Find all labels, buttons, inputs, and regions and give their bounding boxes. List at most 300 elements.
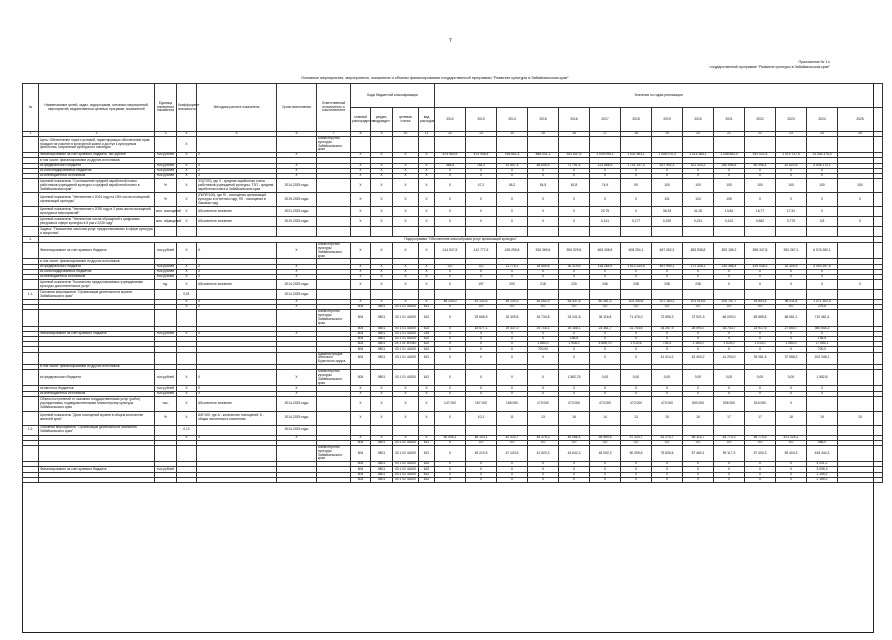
row-method	[197, 446, 277, 462]
row-name: из внебюджетных источников	[39, 173, 155, 178]
row-value: X	[371, 280, 393, 290]
row-value: X	[652, 391, 683, 396]
column-number: 11	[419, 132, 435, 137]
row-value: X	[621, 462, 652, 467]
row-value: 03 1 02 44200	[393, 477, 419, 482]
row-value	[351, 425, 371, 435]
row-method: Абсолютное значение	[197, 207, 277, 217]
row-unit: тыс.рублей	[155, 391, 177, 396]
row-value: 0801	[371, 326, 393, 331]
row-unit: тыс.рублей	[155, 168, 177, 173]
row-value: 612	[419, 310, 435, 326]
row-name: Целевой показатель "Увеличение к 2024 году на 15% числа посещений организаций культуры"	[39, 193, 155, 207]
row-value: 804	[351, 446, 371, 462]
table-row	[23, 137, 883, 153]
row-value: 36,33	[652, 207, 683, 217]
row-value: X	[466, 472, 497, 477]
row-value	[497, 227, 528, 237]
row-value: X	[435, 386, 466, 391]
row-value: X	[683, 386, 714, 391]
row-value	[807, 290, 838, 300]
row-value: X	[559, 217, 590, 227]
row-name: из местных бюджетов	[39, 386, 155, 391]
row-value: X	[435, 352, 466, 364]
row-value: X	[745, 173, 776, 178]
row-method	[197, 310, 277, 326]
row-value: 1 025,0	[714, 342, 745, 347]
row-value: 14 046 375,4	[807, 153, 838, 158]
row-value: 3 053 397,5	[807, 264, 838, 269]
row-unit: млн. обращений	[155, 217, 177, 227]
row-method	[197, 227, 277, 237]
row-value: 0,0	[466, 264, 497, 269]
row-value: X	[714, 274, 745, 279]
row-name: из консолидированных бюджетов	[39, 269, 155, 274]
row-value: X	[371, 386, 393, 391]
row-value	[371, 425, 393, 435]
row-value: 13,84	[714, 207, 745, 217]
row-value: 200	[497, 280, 528, 290]
row-value: 0801	[371, 305, 393, 310]
row-value: X	[419, 435, 435, 440]
row-name: Финансирование за счет краевого бюджета	[39, 331, 155, 336]
row-value	[714, 137, 745, 153]
row-period: X	[277, 269, 317, 274]
row-responsible: Министерство культуры Забайкальского края	[317, 243, 351, 259]
row-value: X	[621, 193, 652, 207]
row-value: 34 267,9	[652, 326, 683, 331]
row-value: X	[419, 207, 435, 217]
header-kbk-col: вид расходов	[419, 108, 435, 132]
row-value: X	[393, 153, 419, 158]
row-value: X	[559, 274, 590, 279]
row-coef: X	[177, 217, 197, 227]
row-value	[393, 425, 419, 435]
row-value: 41 014,2	[652, 352, 683, 364]
row-name: Целевой показатель "Увеличение числа обращений к цифровым ресурсам в сфере культуры в 5 раз к 2030 году"	[39, 217, 155, 227]
row-value: X	[776, 477, 807, 482]
row-value: 0,0	[683, 305, 714, 310]
row-value: 100	[714, 179, 745, 193]
row-number	[23, 477, 39, 482]
row-value: 872 225,1	[776, 435, 807, 440]
row-value	[466, 425, 497, 435]
row-value: 515 000	[745, 396, 776, 411]
row-value: 0,0	[435, 264, 466, 269]
row-value: X	[559, 207, 590, 217]
row-value: 622	[419, 342, 435, 347]
row-value: 65 770,5	[745, 435, 776, 440]
row-value: 72 895,3	[652, 310, 683, 326]
row-value: 0,0	[652, 440, 683, 445]
row-value: X	[435, 305, 466, 310]
row-number	[23, 243, 39, 259]
row-method	[197, 352, 277, 364]
row-value: X	[497, 269, 528, 274]
row-value: X	[435, 342, 466, 347]
row-value: X	[559, 391, 590, 396]
row-value: X	[435, 337, 466, 342]
column-number: 2	[39, 132, 155, 137]
row-number: 1.	[23, 237, 39, 243]
row-value: 1 019 737,5	[776, 153, 807, 158]
row-value: 473 000	[621, 396, 652, 411]
row-value: 276,8	[807, 305, 838, 310]
row-value: 0,00	[590, 370, 621, 386]
row-value: X	[683, 337, 714, 342]
row-value: X	[466, 217, 497, 227]
row-unit: %	[155, 179, 177, 193]
row-value: 804	[351, 477, 371, 482]
row-value: X	[466, 207, 497, 217]
header-name: Наименование целей, задач, подпрограмм, основных мероприятий, мероприятий, ведомственных целевых программ, показателей	[39, 84, 155, 132]
row-value: 50 095,1	[435, 435, 466, 440]
row-value: 57 400,3	[745, 446, 776, 462]
column-number: 8	[351, 132, 371, 137]
row-value: X	[497, 342, 528, 347]
row-value	[807, 227, 838, 237]
row-value: 57 460,1	[683, 446, 714, 462]
row-method: X	[197, 435, 277, 440]
row-value: 60 096,4	[745, 163, 776, 168]
row-value: X	[621, 173, 652, 178]
row-value: X	[528, 269, 559, 274]
row-value: X	[435, 193, 466, 207]
row-unit: тыс.рублей	[155, 153, 177, 158]
row-value: X	[497, 193, 528, 207]
row-value: X	[435, 370, 466, 386]
row-value	[838, 370, 883, 386]
row-coef: 0,12	[177, 425, 197, 435]
row-value: 103 190,6	[621, 300, 652, 305]
row-number	[23, 193, 39, 207]
row-value: 30 319,8	[559, 264, 590, 269]
row-value: X	[714, 386, 745, 391]
row-method: З/З(ТЗП), где З - средняя заработная плата работников учреждений культуры; ТЗП - средняя заработная плата в Забайкальском крае	[197, 179, 277, 193]
row-value: 0,0	[745, 305, 776, 310]
row-value: X	[371, 153, 393, 158]
header-year: 2015	[528, 108, 559, 132]
row-value: 123 866,9	[590, 163, 621, 168]
row-value: 885 041,1	[528, 153, 559, 158]
row-value	[435, 425, 466, 435]
row-value	[776, 290, 807, 300]
row-value: 23 361,7	[590, 326, 621, 331]
row-value	[590, 425, 621, 435]
row-value	[435, 290, 466, 300]
row-value: 1 049 095,1	[590, 153, 621, 158]
row-value: X	[652, 337, 683, 342]
column-number: 19	[652, 132, 683, 137]
row-value: 15	[652, 411, 683, 425]
row-value: 248	[683, 280, 714, 290]
row-value: 65 114,7	[683, 435, 714, 440]
row-value: X	[393, 391, 419, 396]
row-value: X	[435, 168, 466, 173]
row-value: 100	[838, 179, 883, 193]
row-value: X	[435, 331, 466, 336]
row-value: X	[528, 331, 559, 336]
row-method: X	[197, 264, 277, 269]
row-value: 0801	[371, 352, 393, 364]
row-value: X	[590, 337, 621, 342]
column-number: 25	[838, 132, 883, 137]
row-unit: тыс.	[155, 396, 177, 411]
row-value: 360 544,3	[807, 326, 838, 331]
row-value: 6 576 280,1	[807, 243, 838, 259]
row-value: X	[497, 173, 528, 178]
row-value: X	[652, 472, 683, 477]
row-method: А/Б*100, где А - количество посещений; Б - общая численность населения	[197, 411, 277, 425]
row-name	[39, 477, 155, 482]
row-value: X	[466, 370, 497, 386]
row-value: X	[807, 168, 838, 173]
row-value: 248	[652, 280, 683, 290]
row-value	[838, 290, 883, 300]
row-name: Целевой показатель "Количество предоставляемых учреждениями культуры дополнительных услуг"	[39, 280, 155, 290]
row-value: X	[497, 217, 528, 227]
row-value: 1 165,2	[807, 472, 838, 477]
row-value: 41,25	[683, 207, 714, 217]
row-value	[559, 425, 590, 435]
row-value: 101	[652, 193, 683, 207]
annex-line-1: Приложение № 1 к	[798, 60, 830, 64]
row-coef: X	[177, 179, 197, 193]
row-value: X	[621, 472, 652, 477]
row-value: 1 880,0	[528, 342, 559, 347]
row-unit: млн. посещений	[155, 207, 177, 217]
row-value: 0801	[371, 440, 393, 445]
row-unit	[155, 227, 177, 237]
row-value: 473 000	[559, 396, 590, 411]
row-value: X	[351, 391, 371, 396]
row-method	[197, 425, 277, 435]
row-value: X	[419, 274, 435, 279]
row-value: 674 946,5	[466, 153, 497, 158]
row-value: 612	[419, 472, 435, 477]
row-responsible	[317, 280, 351, 290]
row-value: 59 404,3	[776, 446, 807, 462]
row-unit: тыс.рублей	[155, 331, 177, 336]
row-value: X	[497, 347, 528, 352]
row-value: 583 538,8	[683, 243, 714, 259]
row-value: X	[776, 386, 807, 391]
row-value: 107 163,2	[652, 300, 683, 305]
table-row	[23, 446, 883, 462]
row-value: 804	[351, 462, 371, 467]
row-value: X	[497, 207, 528, 217]
row-value: X	[559, 352, 590, 364]
row-value: X	[435, 269, 466, 274]
row-value: 0801	[371, 347, 393, 352]
row-value	[621, 290, 652, 300]
row-coef: X	[177, 168, 197, 173]
row-value: X	[807, 193, 838, 207]
row-value: X	[435, 326, 466, 331]
row-value: X	[652, 467, 683, 472]
row-name: Финансирование за счет краевого бюджета, тыс.рублей	[39, 153, 155, 158]
row-value: X	[776, 168, 807, 173]
row-value: 17	[745, 411, 776, 425]
row-period: 2014-2025 годы	[277, 179, 317, 193]
row-value: X	[466, 173, 497, 178]
row-coef: X	[177, 300, 197, 305]
row-period: 2014-2025 годы	[277, 396, 317, 411]
row-value: X	[371, 435, 393, 440]
row-value: 1 048 683,0	[714, 153, 745, 158]
row-value: X	[807, 331, 838, 336]
row-value	[745, 290, 776, 300]
row-value: 0,562	[745, 217, 776, 227]
column-number: 13	[466, 132, 497, 137]
row-value: 0801	[371, 337, 393, 342]
row-value: 48 092,3	[590, 446, 621, 462]
row-value: X	[559, 331, 590, 336]
row-value	[838, 396, 883, 411]
column-number: 15	[528, 132, 559, 137]
row-value: 700,0	[807, 347, 838, 352]
row-value: X	[714, 462, 745, 467]
row-value: X	[745, 331, 776, 336]
row-number	[23, 227, 39, 237]
row-value: X	[419, 264, 435, 269]
row-period	[277, 310, 317, 326]
row-value: 0,0	[466, 305, 497, 310]
row-value: X	[807, 173, 838, 178]
row-value: X	[466, 352, 497, 364]
row-name	[39, 310, 155, 326]
row-value: 36 116,8	[590, 310, 621, 326]
row-value: 804	[351, 342, 371, 347]
row-value: X	[419, 386, 435, 391]
row-number	[23, 411, 39, 425]
row-coef	[177, 310, 197, 326]
row-method: X	[197, 173, 277, 178]
row-value	[590, 290, 621, 300]
row-value: 03 1 01 44200	[393, 352, 419, 364]
row-value: 34 743,7	[714, 326, 745, 331]
row-coef	[177, 477, 197, 482]
header-year: 2021	[714, 108, 745, 132]
row-value: X	[590, 352, 621, 364]
row-value: 220	[559, 280, 590, 290]
row-value: X	[419, 179, 435, 193]
row-value: 0,0	[497, 440, 528, 445]
row-value: X	[393, 168, 419, 173]
row-value: 29 666,9	[466, 310, 497, 326]
row-value: 248	[621, 280, 652, 290]
row-value: X	[371, 163, 393, 168]
row-value: 168 000	[497, 396, 528, 411]
row-value: X	[419, 193, 435, 207]
row-value: X	[621, 331, 652, 336]
row-value: X	[466, 168, 497, 173]
row-value: 1 014 365,1	[683, 153, 714, 158]
row-value: X	[776, 331, 807, 336]
row-value: X	[497, 472, 528, 477]
header-year: 2023	[776, 108, 807, 132]
row-value: 0801	[371, 370, 393, 386]
row-value: X	[497, 337, 528, 342]
row-responsible	[317, 179, 351, 193]
row-value: 20 188,1	[559, 326, 590, 331]
row-value: X	[714, 477, 745, 482]
row-value	[371, 227, 393, 237]
row-value: X	[393, 173, 419, 178]
row-coef: X	[177, 153, 197, 158]
row-value: 1 064,0	[776, 342, 807, 347]
row-value: 75 830,6	[652, 446, 683, 462]
row-value	[393, 137, 419, 153]
row-value: X	[351, 264, 371, 269]
row-value: X	[435, 467, 466, 472]
row-value: 621	[419, 446, 435, 462]
row-coef: X	[177, 370, 197, 386]
row-value	[528, 290, 559, 300]
row-value: 592 185,2	[714, 243, 745, 259]
row-value: X	[435, 391, 466, 396]
row-value: 804	[351, 352, 371, 364]
row-value: 41 520,3	[528, 446, 559, 462]
row-period: X	[277, 243, 317, 259]
row-value: 03 1 01 44200	[393, 370, 419, 386]
row-value: 32 300,9	[776, 264, 807, 269]
row-period: X	[277, 274, 317, 279]
row-value	[745, 137, 776, 153]
row-value: 20	[838, 411, 883, 425]
row-value: X	[745, 462, 776, 467]
row-value: 42 320,7	[497, 435, 528, 440]
row-value	[497, 137, 528, 153]
row-value	[807, 425, 838, 435]
row-name: Целевой показатель "Увеличение к 2030 году в 2 раза числа посещений культурных мероприятий"	[39, 207, 155, 217]
row-value: 28 093,7	[683, 326, 714, 331]
header-coef: Коэффициент значимости	[177, 84, 197, 132]
row-value	[652, 227, 683, 237]
row-value: 0801	[371, 342, 393, 347]
row-period: X	[277, 370, 317, 386]
row-value: 622	[419, 326, 435, 331]
row-value: 764,3	[466, 163, 497, 168]
row-value: X	[776, 173, 807, 178]
row-responsible	[317, 227, 351, 237]
row-value: 03 1 01 44200	[393, 326, 419, 331]
row-value	[683, 425, 714, 435]
row-value: X	[351, 396, 371, 411]
row-value: X	[683, 269, 714, 274]
row-value: X	[714, 173, 745, 178]
row-unit: тыс.рублей	[155, 264, 177, 269]
row-value: X	[590, 168, 621, 173]
row-value: 0801	[371, 477, 393, 482]
row-value: 594 929,5	[559, 243, 590, 259]
table-row	[23, 352, 883, 364]
row-period: 2021-2025 годы	[277, 207, 317, 217]
row-value: X	[497, 168, 528, 173]
row-value	[371, 137, 393, 153]
annex-header	[680, 60, 830, 69]
row-value: 49 086,4	[559, 435, 590, 440]
row-value: X	[466, 337, 497, 342]
row-unit	[155, 425, 177, 435]
row-value: X	[435, 280, 466, 290]
row-period: 2014-2025 годы	[277, 290, 317, 300]
row-value: 622	[419, 462, 435, 467]
row-value: X	[435, 462, 466, 467]
row-name: Задача: "Повышение качества услуг, предоставляемых в сфере культуры и искусства"	[40, 226, 153, 235]
row-method: X	[197, 243, 277, 259]
row-value: 0,0	[497, 305, 528, 310]
